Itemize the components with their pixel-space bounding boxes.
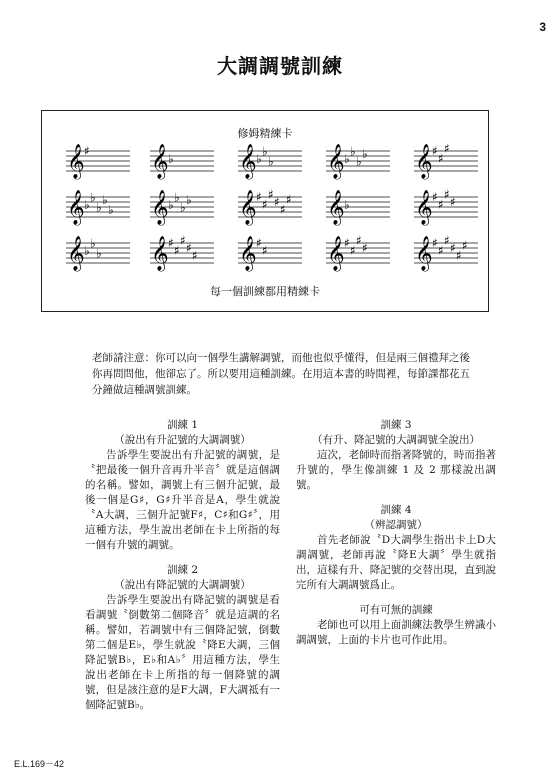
key-signature-staff <box>238 144 302 180</box>
sharp-icon: ♯ <box>432 236 438 250</box>
sharp-icon: ♯ <box>432 144 438 158</box>
key-signature-staff <box>414 188 478 227</box>
key-signature-staff <box>150 190 214 226</box>
page-title: 大調調號訓練 <box>217 54 343 78</box>
card-caption: 每一個訓練都用精練卡 <box>210 285 320 298</box>
treble-clef-icon: 𝄞 <box>327 236 345 271</box>
flat-icon: ♭ <box>96 200 102 215</box>
key-signature-staff <box>238 188 302 227</box>
sharp-icon: ♯ <box>286 192 292 207</box>
treble-clef-icon: 𝄞 <box>415 144 433 179</box>
right-column <box>296 418 496 658</box>
flat-icon: ♭ <box>180 200 186 215</box>
treble-clef-icon: 𝄞 <box>239 236 257 271</box>
drill-subheading: （說出有降記號的大調調號） <box>114 579 251 591</box>
sharp-icon: ♯ <box>456 248 462 263</box>
page-number: 3 <box>539 20 546 34</box>
sharp-icon: ♯ <box>444 141 450 156</box>
sharp-icon: ♯ <box>432 190 438 204</box>
drill-text: 老師也可以用上面訓練法教學生辨識小調調號，上面的卡片也可作此用。 <box>296 619 496 646</box>
key-signature-staff <box>414 142 478 181</box>
footer-code: E.L.169－42 <box>14 759 65 769</box>
sharp-icon: ♯ <box>438 197 444 212</box>
treble-clef-icon: 𝄞 <box>151 190 169 225</box>
flat-icon: ♭ <box>344 198 350 212</box>
left-column <box>85 418 280 723</box>
sharp-icon: ♯ <box>280 202 286 217</box>
optional-drill <box>296 603 496 648</box>
treble-clef-icon: 𝄞 <box>415 236 433 271</box>
treble-clef-icon: 𝄞 <box>67 236 85 271</box>
key-signature-staff <box>66 144 130 180</box>
drill-subheading: （說出有升記號的大調調號） <box>114 434 251 446</box>
sharp-icon: ♯ <box>462 238 468 253</box>
sharp-icon: ♯ <box>362 241 368 255</box>
key-signature-staff <box>326 234 390 273</box>
drill-text: 告訴學生要說出有降記號的調號是看看調號〝倒數第二個降音〞就是這調的名稱。譬如，若調號中有三個降記號，倒數第二個是E♭，學生就說〝降E大調，三個降記號B♭，E♭和A♭〞用這種方法，學生說出老師在卡上所指的每一個降號的調號，但是該注意的是F大調，F大調祗有一個降記號B♭。 <box>85 594 280 711</box>
drill-4 <box>296 503 496 593</box>
key-signature-staff <box>66 190 130 226</box>
flat-icon: ♭ <box>168 198 174 212</box>
sharp-icon: ♯ <box>168 236 174 250</box>
treble-clef-icon: 𝄞 <box>415 190 433 225</box>
flat-icon: ♭ <box>84 198 90 212</box>
sharp-icon: ♯ <box>444 187 450 202</box>
flat-icon: ♭ <box>108 203 114 217</box>
flat-icon: ♭ <box>102 193 108 207</box>
sharp-icon: ♯ <box>450 195 456 209</box>
key-signature-staff <box>66 236 130 272</box>
treble-clef-icon: 𝄞 <box>67 144 85 179</box>
sharp-icon: ♯ <box>262 243 268 258</box>
treble-clef-icon: 𝄞 <box>151 144 169 179</box>
sharp-icon: ♯ <box>438 151 444 166</box>
drill-subheading: （有升、降記號的大調調號全說出） <box>312 434 480 446</box>
drill-text: 告訴學生要說出有升記號的調號，是〝把最後一個升音再升半音〞就是這個調的名稱。譬如，調號上有三個升記號，最後一個是G♯，G♯升半音是A，學生就說〝A大調，三個升記號F♯，C♯和G♯〞，用這種方法，學生說出老師在卡上所指的每一個有升號的調號。 <box>85 449 280 551</box>
key-signature-staff <box>414 234 478 273</box>
drill-3 <box>296 418 496 493</box>
treble-clef-icon: 𝄞 <box>327 190 345 225</box>
flat-icon: ♭ <box>174 190 180 205</box>
sharp-icon: ♯ <box>180 233 186 248</box>
flat-icon: ♭ <box>186 193 192 207</box>
treble-clef-icon: 𝄞 <box>239 190 257 225</box>
key-signature-staff <box>326 190 390 226</box>
drill-text: 首先老師說〝D大調學生指出卡上D大調調號，老師再說〝降E大調〞學生就指出，這樣有升、降記號的交替出現，直到說完所有大調調號爲止。 <box>296 534 496 591</box>
flat-icon: ♭ <box>344 152 350 166</box>
sharp-icon: ♯ <box>256 190 262 204</box>
sharp-icon: ♯ <box>344 236 350 250</box>
key-signature-staff <box>150 234 214 273</box>
sharp-icon: ♯ <box>84 144 90 158</box>
treble-clef-icon: 𝄞 <box>327 144 345 179</box>
drill-heading: 可有可無的訓練 <box>359 604 433 616</box>
teacher-note: 老師請注意：你可以向一個學生講解調號，而他也似乎懂得，但是兩三個禮拜之後你再問問他，他卻忘了。所以要用這種訓練。在用這本書的時間裡，每節課都花五分鐘做這種調號訓練。 <box>92 352 470 396</box>
sharp-icon: ♯ <box>186 241 192 255</box>
drill-heading: 訓練 2 <box>166 564 199 576</box>
card-title: 修姆精練卡 <box>237 127 293 140</box>
sharp-icon: ♯ <box>192 248 198 263</box>
key-signature-staves <box>42 111 488 311</box>
flat-icon: ♭ <box>256 152 262 166</box>
treble-clef-icon: 𝄞 <box>239 144 257 179</box>
flat-icon: ♭ <box>356 154 362 169</box>
flat-icon: ♭ <box>96 246 102 261</box>
sharp-icon: ♯ <box>268 187 274 202</box>
flat-icon: ♭ <box>168 152 174 166</box>
treble-clef-icon: 𝄞 <box>67 190 85 225</box>
drill-1 <box>85 418 280 553</box>
sharp-icon: ♯ <box>444 233 450 248</box>
drill-subheading: （辨認調號） <box>364 519 428 531</box>
drill-text: 這次，老師時而指著降號的，時而指著升號的，學生像訓練 1 及 2 那樣說出調號。 <box>296 449 496 491</box>
flat-icon: ♭ <box>362 147 368 161</box>
key-signature-staff <box>150 144 214 180</box>
sharp-icon: ♯ <box>356 233 362 248</box>
flat-icon: ♭ <box>90 236 96 251</box>
treble-clef-icon: 𝄞 <box>151 236 169 271</box>
drill-card <box>41 110 489 312</box>
drill-heading: 訓練 1 <box>166 419 199 431</box>
key-signature-staff <box>238 236 302 272</box>
drill-2 <box>85 563 280 713</box>
drill-heading: 訓練 4 <box>380 504 412 516</box>
flat-icon: ♭ <box>268 154 274 169</box>
sharp-icon: ♯ <box>274 195 280 209</box>
drill-heading: 訓練 3 <box>380 419 412 431</box>
sharp-icon: ♯ <box>450 241 456 255</box>
sharp-icon: ♯ <box>174 243 180 258</box>
sharp-icon: ♯ <box>256 236 262 250</box>
flat-icon: ♭ <box>262 144 268 159</box>
sharp-icon: ♯ <box>350 243 356 258</box>
flat-icon: ♭ <box>90 190 96 205</box>
sharp-icon: ♯ <box>438 243 444 258</box>
sharp-icon: ♯ <box>262 197 268 212</box>
flat-icon: ♭ <box>84 244 90 258</box>
key-signature-staff <box>326 144 390 180</box>
flat-icon: ♭ <box>350 144 356 159</box>
